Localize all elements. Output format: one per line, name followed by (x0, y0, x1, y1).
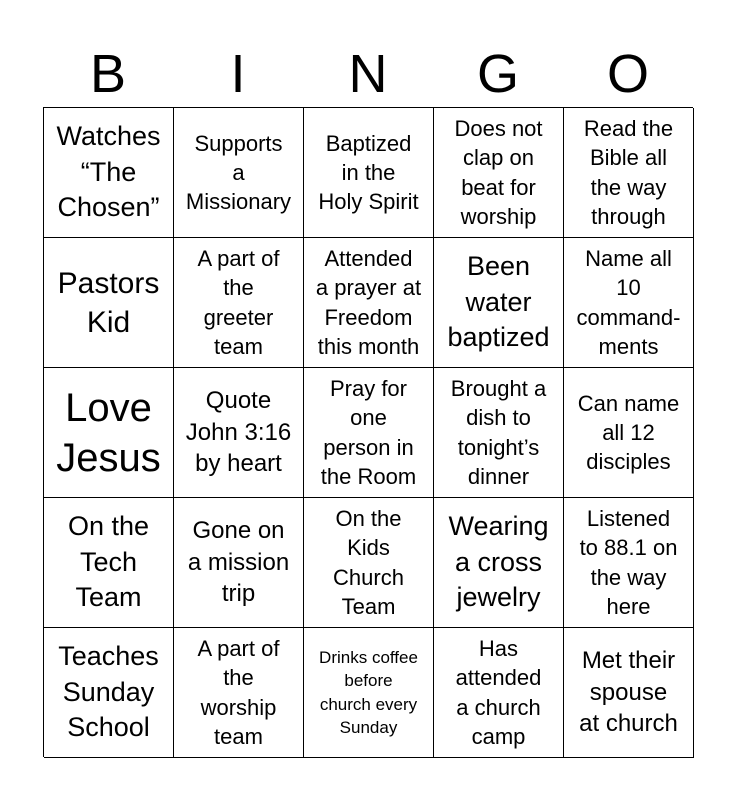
header-letter-b: B (89, 44, 127, 104)
bingo-cell[interactable] (174, 368, 304, 498)
bingo-cell-text: Has attended a church camp (455, 636, 542, 749)
bingo-cell[interactable] (174, 108, 304, 238)
bingo-cell-text: Does not clap on beat for worship (454, 116, 543, 229)
bingo-cell[interactable] (564, 628, 694, 758)
bingo-cell-text: Brought a dish to tonight’s dinner (450, 376, 547, 489)
header-letter-g: G (476, 44, 519, 104)
bingo-cell[interactable] (564, 238, 694, 368)
header-letter-o: O (606, 44, 649, 104)
bingo-cell-text: Been water baptized (447, 251, 550, 353)
header-letter-n: N (348, 44, 388, 104)
bingo-cell[interactable] (304, 238, 434, 368)
bingo-cell-text: Quote John 3:16 by heart (185, 386, 292, 478)
bingo-cell-text: Watches “The Chosen” (56, 121, 161, 223)
bingo-cell[interactable] (564, 368, 694, 498)
bingo-header (43, 40, 693, 108)
bingo-cell-text: Met their spouse at church (579, 646, 678, 738)
bingo-cell[interactable] (434, 238, 564, 368)
bingo-cell-text: Supports a Missionary (185, 130, 292, 215)
bingo-cell-text: Attended a prayer at Freedom this month (315, 246, 422, 359)
bingo-cell-text: On the Tech Team (67, 511, 150, 613)
bingo-cell[interactable] (44, 238, 174, 368)
bingo-cell[interactable] (44, 108, 174, 238)
bingo-cell-text: Pray for one person in the Room (320, 376, 417, 489)
bingo-cell[interactable] (174, 498, 304, 628)
bingo-cell-text: A part of the greeter team (197, 246, 280, 359)
bingo-cell-text: On the Kids Church Team (333, 506, 404, 619)
bingo-cell[interactable] (434, 108, 564, 238)
bingo-cell-text: Pastors Kid (57, 266, 160, 339)
bingo-cell[interactable] (304, 108, 434, 238)
bingo-cell[interactable] (174, 628, 304, 758)
bingo-cell[interactable] (174, 238, 304, 368)
bingo-cell[interactable] (304, 628, 434, 758)
header-letter-i: I (230, 44, 246, 104)
bingo-cell[interactable] (434, 628, 564, 758)
bingo-cell[interactable] (304, 498, 434, 628)
bingo-cell[interactable] (44, 498, 174, 628)
bingo-cell[interactable] (44, 368, 174, 498)
bingo-cell[interactable] (434, 368, 564, 498)
bingo-cell[interactable] (434, 498, 564, 628)
bingo-cell[interactable] (564, 108, 694, 238)
bingo-cell[interactable] (304, 368, 434, 498)
bingo-grid (43, 107, 693, 757)
bingo-cell-text: Wearing a cross jewelry (448, 511, 549, 613)
bingo-cell-text: Name all 10 command- ments (576, 246, 681, 359)
bingo-cell-text: Gone on a mission trip (187, 516, 290, 608)
bingo-cell-text: Can name all 12 disciples (577, 390, 680, 475)
bingo-cell-text: Love Jesus (56, 385, 161, 480)
bingo-cell-text: Teaches Sunday School (58, 641, 159, 743)
bingo-cell[interactable] (564, 498, 694, 628)
bingo-cell-text: A part of the worship team (197, 636, 280, 749)
bingo-cell-text: Drinks coffee before church every Sunday (319, 647, 418, 737)
bingo-cell-text: Read the Bible all the way through (583, 116, 674, 229)
bingo-cell[interactable] (44, 628, 174, 758)
bingo-cell-text: Baptized in the Holy Spirit (318, 130, 419, 215)
bingo-cell-text: Listened to 88.1 on the way here (579, 506, 678, 619)
